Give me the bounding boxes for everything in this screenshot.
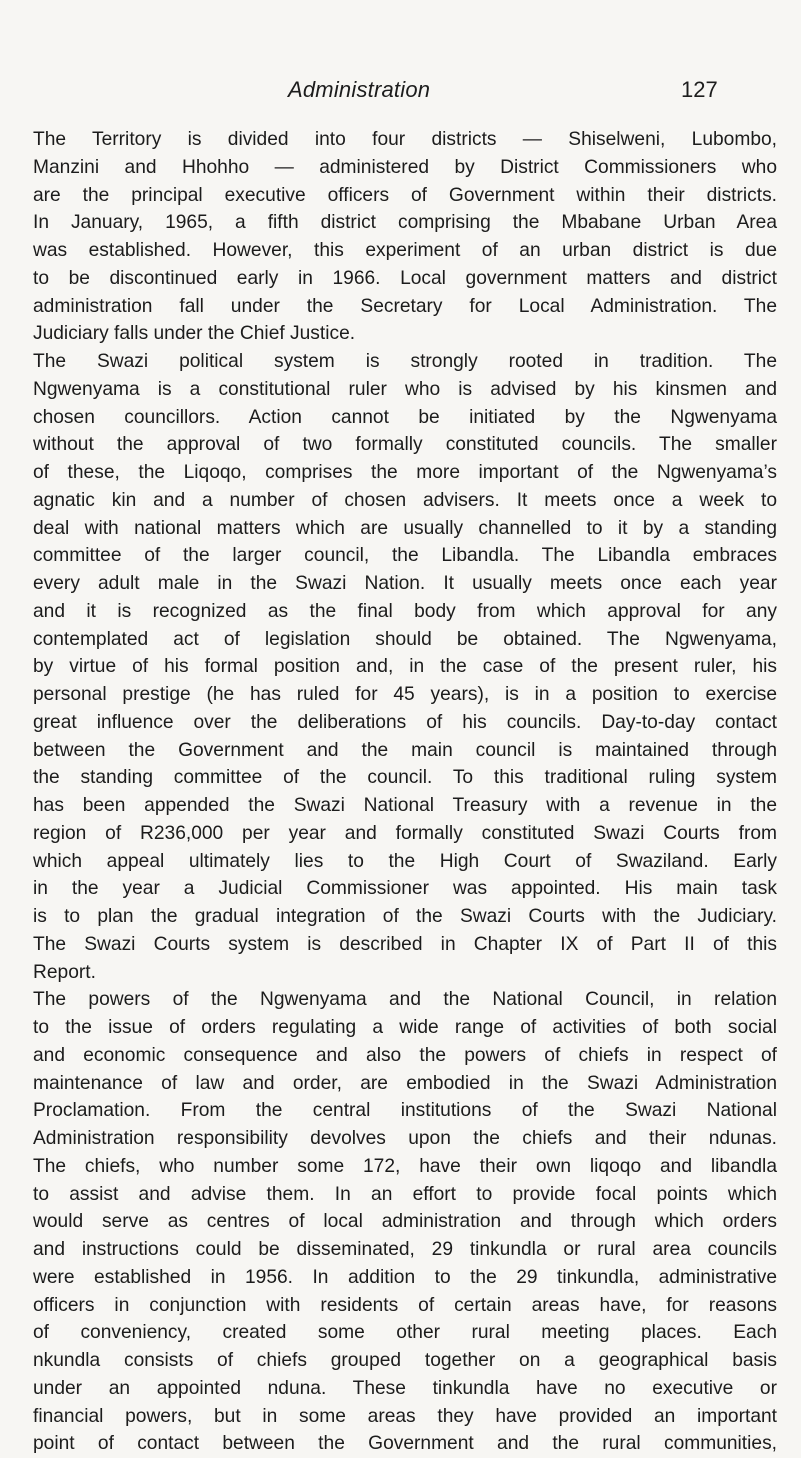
text-line: Judiciary falls under the Chief Justice. [33, 323, 356, 345]
text-line: Administration responsibility devolves upon the chiefs and their ndunas. [33, 1128, 777, 1149]
text-line: would serve as centres of local administration and through which orders [33, 1211, 777, 1233]
text-line: The chiefs, who number some 172, have their own liqoqo and libandla [33, 1155, 777, 1177]
text-line: officers in conjunction with residents of certain areas have, for reasons [33, 1294, 777, 1316]
text-line: has been appended the Swazi National Treasury with a revenue in the [33, 795, 777, 816]
text-line: the standing committee of the council. To this traditional ruling system [33, 767, 777, 789]
text-line: under an appointed nduna. These tinkundla have no executive or [33, 1377, 777, 1399]
text-line: and it is recognized as the final body from which approval for any [33, 600, 777, 622]
paragraph [33, 126, 777, 348]
running-header [0, 77, 801, 107]
text-line: financial powers, but in some areas they have provided an important [33, 1405, 777, 1427]
text-line: of conveniency, created some other rural meeting places. Each [33, 1322, 777, 1344]
text-line: between the Government and the main council is maintained through [33, 739, 777, 761]
text-line: to assist and advise them. In an effort to provide focal points which [33, 1183, 777, 1205]
text-line: in the year a Judicial Commissioner was appointed. His main task [33, 878, 777, 900]
body-text [33, 126, 777, 1458]
text-line: every adult male in the Swazi Nation. It usually meets once each year [33, 573, 777, 594]
text-line: were established in 1956. In addition to the 29 tinkundla, administrative [33, 1266, 777, 1288]
text-line: Ngwenyama is a constitutional ruler who is advised by his kinsmen and [33, 378, 777, 400]
text-line: to be discontinued early in 1966. Local government matters and district [33, 267, 777, 289]
paragraph [33, 348, 777, 986]
text-line: The Swazi political system is strongly rooted in tradition. The [33, 351, 777, 372]
text-line: contemplated act of legislation should be obtained. The Ngwenyama, [33, 628, 777, 650]
text-line: and instructions could be disseminated, 29 tinkundla or rural area councils [33, 1239, 777, 1260]
text-line: point of contact between the Government and the rural communities, [33, 1433, 777, 1455]
text-line: which appeal ultimately lies to the High Court of Swaziland. Early [33, 850, 777, 872]
text-line: personal prestige (he has ruled for 45 years), is in a position to exercise [33, 684, 777, 705]
running-title: Administration [288, 77, 431, 102]
text-line: of these, the Liqoqo, comprises the more important of the Ngwenyama’s [33, 462, 777, 483]
text-line: great influence over the deliberations of his councils. Day-to-day contact [33, 711, 777, 733]
text-line: In January, 1965, a fifth district comprising the Mbabane Urban Area [33, 212, 777, 234]
text-line: by virtue of his formal position and, in the case of the present ruler, his [33, 656, 777, 678]
text-line: deal with national matters which are usually channelled to it by a standing [33, 517, 777, 539]
text-line: region of R236,000 per year and formally constituted Swazi Courts from [33, 822, 777, 844]
text-line: The Territory is divided into four districts — Shiselweni, Lubombo, [33, 129, 777, 150]
text-line: The Swazi Courts system is described in Chapter IX of Part II of this [33, 933, 777, 955]
text-line: The powers of the Ngwenyama and the National Council, in relation [33, 989, 777, 1011]
text-line: agnatic kin and a number of chosen advisers. It meets once a week to [33, 489, 777, 511]
text-line: Proclamation. From the central institutions of the Swazi National [33, 1100, 777, 1122]
text-line: Manzini and Hhohho — administered by District Commissioners who [33, 156, 777, 178]
text-line: and economic consequence and also the powers of chiefs in respect of [33, 1044, 777, 1066]
paragraph [33, 986, 777, 1458]
text-line: without the approval of two formally constituted councils. The smaller [33, 434, 777, 456]
text-line: committee of the larger council, the Libandla. The Libandla embraces [33, 545, 777, 567]
text-line: was established. However, this experiment of an urban district is due [33, 240, 777, 261]
page-number: 127 [681, 77, 718, 102]
text-line: chosen councillors. Action cannot be initiated by the Ngwenyama [33, 406, 777, 428]
text-line: administration fall under the Secretary for Local Administration. The [33, 295, 777, 317]
text-line: Report. [33, 961, 96, 983]
text-line: is to plan the gradual integration of the Swazi Courts with the Judiciary. [33, 906, 777, 927]
text-line: to the issue of orders regulating a wide range of activities of both social [33, 1017, 777, 1038]
text-line: nkundla consists of chiefs grouped together on a geographical basis [33, 1350, 777, 1371]
text-line: maintenance of law and order, are embodied in the Swazi Administration [33, 1072, 777, 1094]
text-line: are the principal executive officers of Government within their districts. [33, 184, 777, 206]
